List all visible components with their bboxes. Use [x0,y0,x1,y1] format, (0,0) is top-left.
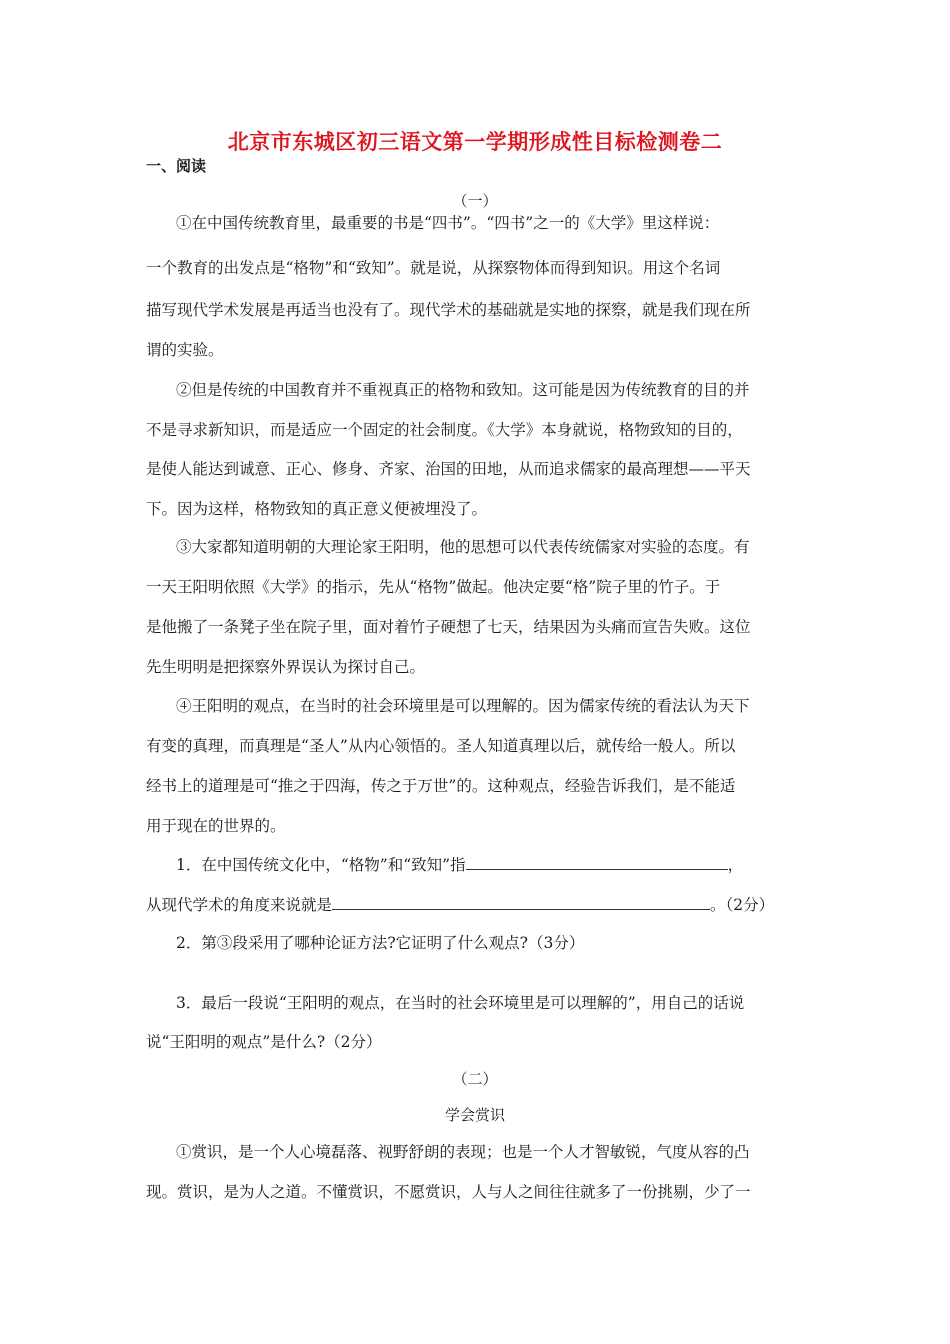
paragraph-line: 经书上的道理是可“推之于四海，传之于万世”的。这种观点，经验告诉我们，是不能适 [146,777,736,795]
question-3-line-2: 说“王阳明的观点”是什么?（2分） [146,1033,382,1051]
paragraph-line: 下。因为这样，格物致知的真正意义便被埋没了。 [146,500,488,518]
paragraph-line: ①在中国传统教育里，最重要的书是“四书”。“四书”之一的《大学》里这样说： [176,214,720,232]
paragraph-line: 先生明明是把探察外界误认为探讨自己。 [146,658,426,676]
answer-blank[interactable] [332,895,710,910]
paragraph-line: 是使人能达到诚意、正心、修身、齐家、治国的田地，从而追求儒家的最高理想——平天 [146,460,751,478]
paragraph-line: 一天王阳明依照《大学》的指示，先从“格物”做起。他决定要“格”院子里的竹子。于 [146,578,721,596]
answer-blank[interactable] [466,855,728,870]
paragraph-line: 描写现代学术发展是再适当也没有了。现代学术的基础就是实地的探察，就是我们现在所 [146,301,751,319]
paragraph-line: 一个教育的出发点是“格物”和“致知”。就是说，从探察物体而得到知识。用这个名词 [146,259,721,277]
paragraph-line: 是他搬了一条凳子坐在院子里，面对着竹子硬想了七天，结果因为头痛而宣告失败。这位 [146,618,751,636]
question-1-line-1 [176,853,743,875]
question-1-line-2 [146,893,774,915]
question-1-score: 。（2分） [710,896,775,914]
question-3-line-1: 3．最后一段说“王阳明的观点，在当时的社会环境里是可以理解的”，用自己的话说 [176,994,745,1012]
paragraph-line: ①赏识，是一个人心境磊落、视野舒朗的表现；也是一个人才智敏锐，气度从容的凸 [176,1143,750,1161]
question-1-text: 1．在中国传统文化中，“格物”和“致知”指 [176,856,466,874]
part1-label: （一） [452,192,498,210]
paragraph-line: 有变的真理，而真理是“圣人”从内心领悟的。圣人知道真理以后，就传给一般人。所以 [146,737,736,755]
document-title: 北京市东城区初三语文第一学期形成性目标检测卷二 [227,130,723,154]
question-1-text-2: 从现代学术的角度来说就是 [146,896,333,914]
paragraph-line: 不是寻求新知识，而是适应一个固定的社会制度。《大学》本身就说，格物致知的目的， [146,421,743,439]
paragraph-line: ②但是传统的中国教育并不重视真正的格物和致知。这可能是因为传统教育的目的并 [176,381,750,399]
part2-label: （二） [452,1070,498,1088]
paragraph-line: ④王阳明的观点，在当时的社会环境里是可以理解的。因为儒家传统的看法认为天下 [176,697,750,715]
question-2: 2．第③段采用了哪种论证方法?它证明了什么观点?（3分） [176,934,585,952]
article-title: 学会赏识 [444,1106,505,1124]
paragraph-line: ③大家都知道明朝的大理论家王阳明，他的思想可以代表传统儒家对实验的态度。有 [176,538,750,556]
question-1-punct: ， [727,856,744,874]
paragraph-line: 用于现在的世界的。 [146,817,286,835]
section-heading: 一、阅读 [146,157,207,175]
paragraph-line: 谓的实验。 [146,341,224,359]
paragraph-line: 现。赏识，是为人之道。不懂赏识，不愿赏识，人与人之间往往就多了一份挑剔，少了一 [146,1183,751,1201]
